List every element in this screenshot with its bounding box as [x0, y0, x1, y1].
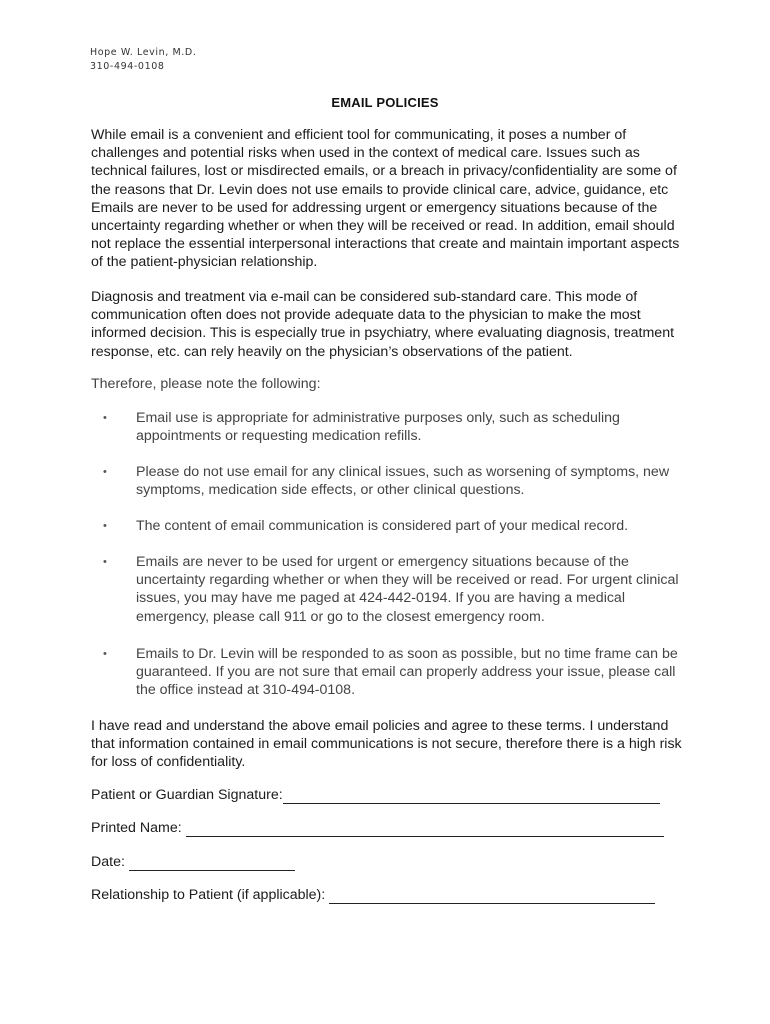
physician-name: Hope W. Levin, M.D.	[90, 47, 197, 58]
list-item-text: Emails to Dr. Levin will be responded to as soon as possible, but no time frame can be guaranteed. If you are not sure that email can properly address your issue, please call the office instead at 310-494-0108.	[136, 646, 678, 699]
date-field-row	[91, 853, 295, 871]
list-item-text: Email use is appropriate for administrative purposes only, such as scheduling appointments or requesting medication refills.	[136, 410, 620, 445]
printed-name-field-row	[91, 819, 664, 837]
signature-label: Patient or Guardian Signature:	[91, 787, 283, 803]
list-item-text: The content of email communication is considered part of your medical record.	[136, 518, 629, 534]
letterhead	[90, 46, 196, 74]
list-item-text: Please do not use email for any clinical issues, such as worsening of symptoms, new symptoms, medication side effects, or other clinical questions.	[136, 464, 670, 499]
intro-paragraph: While email is a convenient and efficient tool for communicating, it poses a number of challenges and potential risks when used in the context of medical care. Issues such as technical failures, lost or misdirected emails, or a breach in privacy/confidentiality are some of the reasons that Dr. Levin does not use emails to provide clinical care, advice, guidance, etc Emails are never to be used for addressing urgent or emergency situations because of the uncertainty regarding whether or when they will be received or read. In addition, email should not replace the essential interpersonal interactions that create and maintain important aspects of the patient-physician relationship.	[91, 127, 680, 271]
bullet-icon: •	[103, 412, 107, 424]
agreement-paragraph: I have read and understand the above email policies and agree to these terms. I understand that information contained in email communications is not secure, therefore there is a high risk for loss of confidentiality.	[91, 718, 682, 771]
bullet-icon: •	[103, 466, 107, 478]
diagnosis-paragraph: Diagnosis and treatment via e-mail can be considered sub-standard care. This mode of communication often does not provide adequate data to the physician to make the most informed decision. This is especially true in psychiatry, where evaluating diagnosis, treatment response, etc. can rely heavily on the physician’s observations of the patient.	[91, 289, 675, 360]
signature-line[interactable]	[283, 789, 660, 804]
list-item-text: Emails are never to be used for urgent or emergency situations because of the uncertainty regarding whether or when they will be received or read. For urgent clinical issues, you may have me paged at 424-442-0194. If you are having a medical emergency, please call 911 or go to the closest emergency room.	[136, 554, 679, 625]
note-intro-paragraph: Therefore, please note the following:	[91, 376, 321, 392]
relationship-field-row	[91, 886, 655, 904]
relationship-line[interactable]	[329, 889, 655, 904]
date-line[interactable]	[129, 856, 295, 871]
physician-phone: 310-494-0108	[90, 61, 165, 72]
bullet-icon: •	[103, 520, 107, 532]
bullet-icon: •	[103, 556, 107, 568]
date-label: Date:	[91, 854, 125, 870]
page-title: EMAIL POLICIES	[331, 95, 439, 110]
bullet-icon: •	[103, 648, 107, 660]
relationship-label: Relationship to Patient (if applicable):	[91, 887, 326, 903]
signature-field-row	[91, 786, 660, 804]
printed-name-label: Printed Name:	[91, 820, 182, 836]
printed-name-line[interactable]	[186, 822, 664, 837]
